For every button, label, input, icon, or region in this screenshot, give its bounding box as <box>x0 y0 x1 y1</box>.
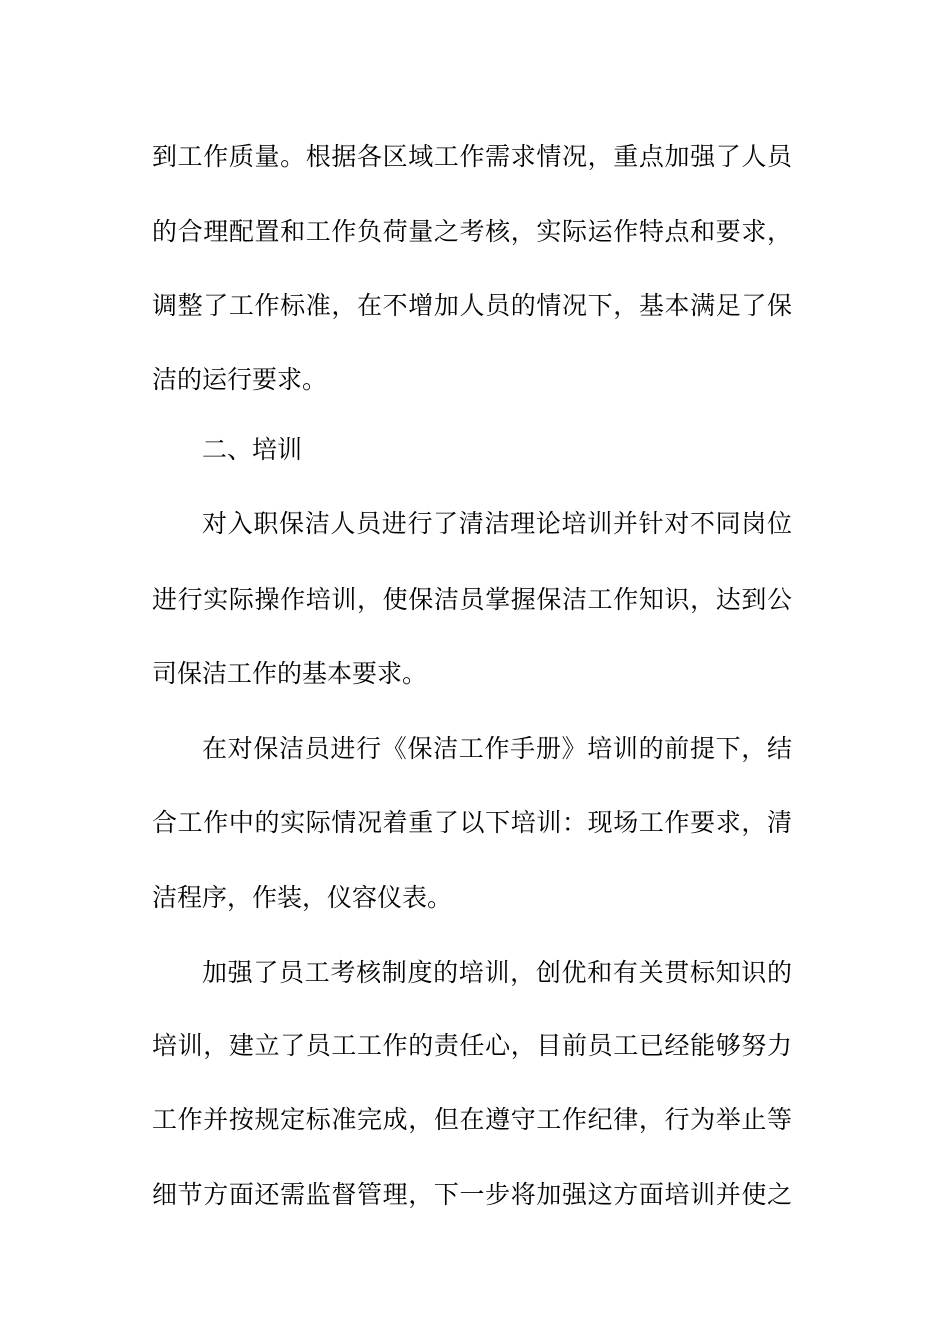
paragraph-line: 洁程序，作装，仪容仪表。 <box>152 883 453 912</box>
paragraph-line: 到工作质量。根据各区域工作需求情况，重点加强了人员 <box>152 142 792 171</box>
paragraph-line: 加强了员工考核制度的培训，创优和有关贯标知识的 <box>202 958 792 987</box>
paragraph-line: 调整了工作标准，在不增加人员的情况下，基本满足了保 <box>152 291 792 320</box>
paragraph-line: 培训，建立了员工工作的责任心，目前员工已经能够努力 <box>152 1031 792 1060</box>
paragraph-line: 工作并按规定标准完成，但在遵守工作纪律，行为举止等 <box>152 1105 792 1134</box>
paragraph-line: 细节方面还需监督管理，下一步将加强这方面培训并使之 <box>152 1180 792 1209</box>
paragraph-line: 司保洁工作的基本要求。 <box>152 659 428 688</box>
paragraph-line: 合工作中的实际情况着重了以下培训：现场工作要求，清 <box>152 808 792 837</box>
paragraph-line: 的合理配置和工作负荷量之考核，实际运作特点和要求， <box>152 217 792 246</box>
paragraph-line: 进行实际操作培训，使保洁员掌握保洁工作知识，达到公 <box>152 585 792 614</box>
paragraph-line: 洁的运行要求。 <box>152 365 328 394</box>
section-heading: 二、培训 <box>202 435 303 464</box>
paragraph-line: 在对保洁员进行《保洁工作手册》培训的前提下，结 <box>202 734 792 763</box>
paragraph-line: 对入职保洁人员进行了清洁理论培训并针对不同岗位 <box>202 509 792 538</box>
